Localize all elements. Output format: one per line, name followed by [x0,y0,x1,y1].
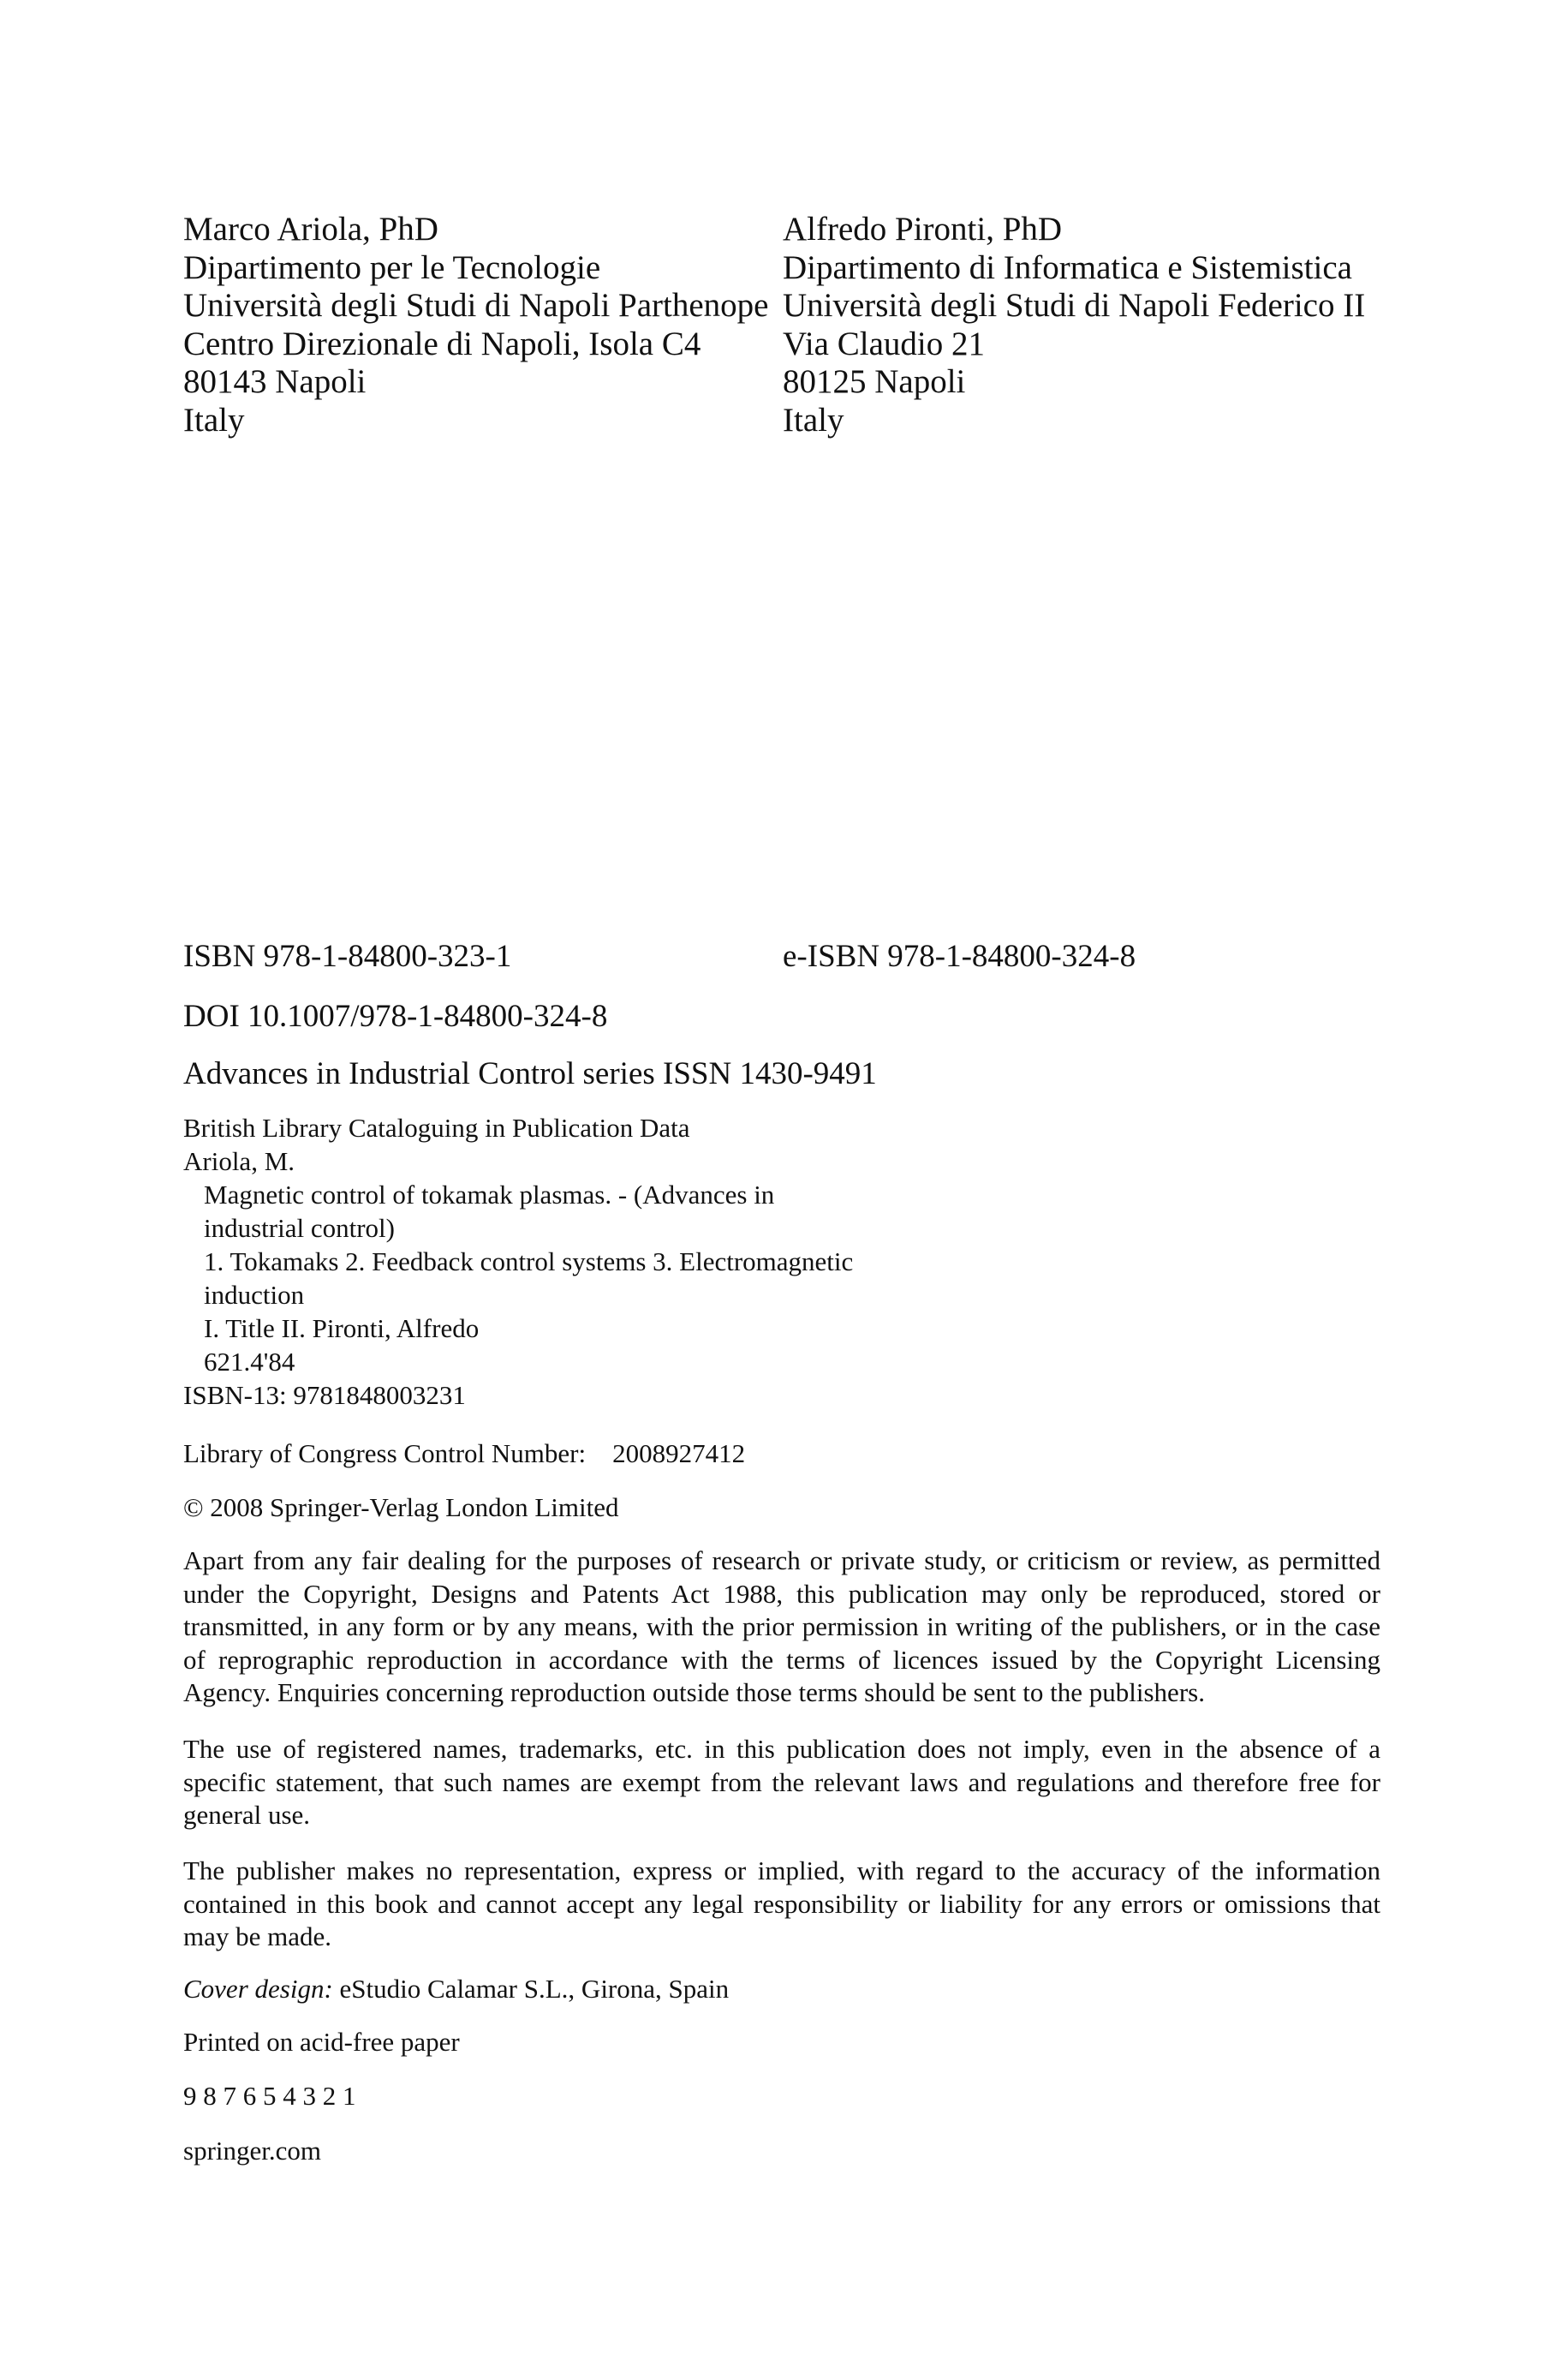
paragraph-line: specific statement, that such names are exempt from the relevant laws and regulations and therefore free for [183,1766,1380,1797]
website: springer.com [183,2136,321,2166]
isbn: ISBN 978-1-84800-323-1 [183,939,512,974]
paragraph-line: Agency. Enquiries concerning reproduction outside those terms should be sent to the publishers. [183,1677,1205,1708]
address-line: 80143 Napoli [183,363,367,401]
paragraph-line: may be made. [183,1921,332,1952]
paragraph-line: contained in this book and cannot accept any legal responsibility or liability for any errors or omissions that [183,1888,1380,1919]
printed-note: Printed on acid-free paper [183,2027,460,2057]
address-line: Università degli Studi di Napoli Parthenope [183,287,769,325]
series-issn: Advances in Industrial Control series ISSN 1430-9491 [183,1056,877,1091]
cip-line: Magnetic control of tokamak plasmas. - (Advances in [204,1180,775,1210]
cip-line: 621.4'84 [204,1347,295,1377]
cip-line: 1. Tokamaks 2. Feedback control systems 3. Electromagnetic [204,1246,854,1276]
cip-isbn13: ISBN-13: 9781848003231 [183,1380,466,1410]
address-line: 80125 Napoli [783,363,966,401]
rights-paragraph [183,1545,1380,1710]
doi: DOI 10.1007/978-1-84800-324-8 [183,999,608,1034]
address-line: Dipartimento di Informatica e Sistemistica [783,248,1352,286]
paragraph-line: The publisher makes no representation, express or implied, with regard to the accuracy of the information [183,1855,1380,1885]
paragraph-line: of reprographic reproduction in accordance with the terms of licences issued by the Copyright Licensing [183,1644,1380,1675]
cip-line: industrial control) [204,1213,395,1243]
paragraph-line: transmitted, in any form or by any means, with the prior permission in writing of the publishers, or in the case [183,1611,1380,1642]
cip-data [183,1111,853,1412]
loc-control-number: Library of Congress Control Number: 2008927412 [183,1438,746,1468]
cip-line: I. Title II. Pironti, Alfredo [204,1313,480,1343]
paragraph-line: The use of registered names, trademarks, etc. in this publication does not imply, even in the absence of a [183,1734,1380,1764]
address-line: Università degli Studi di Napoli Federico II [783,287,1366,325]
cover-design-label: Cover design: [183,1974,333,2004]
cover-design-value: eStudio Calamar S.L., Girona, Spain [332,1974,730,2004]
print-line: 9 8 7 6 5 4 3 2 1 [183,2081,356,2111]
address-line: Dipartimento per le Tecnologie [183,248,601,286]
address-line: Centro Direzionale di Napoli, Isola C4 [183,325,701,362]
author-name: Marco Ariola, PhD [183,211,438,248]
paragraph-line: Apart from any fair dealing for the purposes of research or private study, or criticism or review, as permitted [183,1545,1380,1575]
liability-paragraph [183,1855,1380,1954]
author-address-left [183,211,768,440]
paragraph-line: under the Copyright, Designs and Patents Act 1988, this publication may only be reproduced, stored or [183,1578,1380,1609]
author-name: Alfredo Pironti, PhD [783,211,1063,248]
address-line: Via Claudio 21 [783,325,985,362]
cover-design [183,1972,729,2005]
author-address-right [783,211,1365,440]
trademark-paragraph [183,1733,1380,1832]
address-line: Italy [183,401,245,439]
cip-author: Ariola, M. [183,1146,295,1176]
cip-line: induction [204,1280,305,1310]
paragraph-line: general use. [183,1800,311,1831]
cip-heading: British Library Cataloguing in Publication Data [183,1113,690,1143]
e-isbn: e-ISBN 978-1-84800-324-8 [783,939,1136,974]
address-line: Italy [783,401,844,439]
copyright-notice: © 2008 Springer-Verlag London Limited [183,1492,619,1522]
